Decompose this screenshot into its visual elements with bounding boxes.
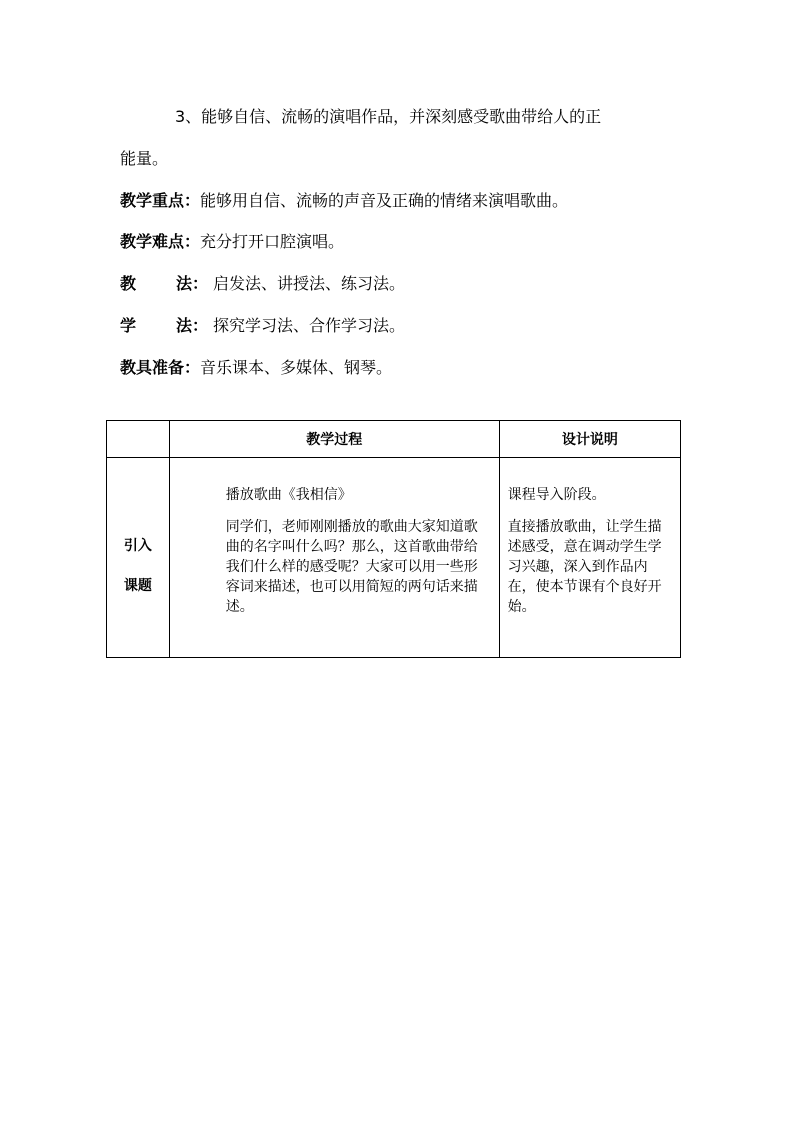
- learning-method-label: [120, 315, 213, 337]
- process-line1: 播放歌曲《我相信》: [225, 487, 352, 503]
- teaching-method-label-b: 法：: [176, 274, 209, 293]
- stage-cell: [107, 458, 170, 658]
- stage-line1: 引入: [123, 538, 152, 554]
- stage-line2: 课题: [123, 578, 152, 594]
- process-line2: 同学们，老师刚刚播放的歌曲大家知道歌曲的名字叫什么吗？那么，这首歌曲带给我们什么样的感受呢？大家可以用一些形容词来描述，也可以用简短的两句话来描述。: [225, 519, 478, 615]
- key-points-paragraph: [120, 190, 568, 212]
- design-line1: 课程导入阶段。: [507, 487, 606, 503]
- header-design-notes: 设计说明: [499, 421, 680, 458]
- key-points-label: 教学重点：: [120, 191, 201, 210]
- materials-label: 教具准备：: [120, 358, 201, 377]
- design-cell: [499, 458, 680, 658]
- difficulties-paragraph: [120, 231, 344, 253]
- materials-text: 音乐课本、多媒体、钢琴。: [200, 358, 393, 377]
- header-teaching-process: 教学过程: [169, 421, 499, 458]
- teaching-method-label-a: 教: [120, 274, 137, 293]
- objective-item-3-line1: 3、能够自信、流畅的演唱作品，并深刻感受歌曲带给人的正: [175, 107, 602, 126]
- lesson-process-table: [106, 420, 681, 658]
- learning-method-label-a: 学: [120, 316, 137, 335]
- teaching-method-label: [120, 273, 213, 295]
- header-stage: [107, 421, 170, 458]
- learning-method-text: 探究学习法、合作学习法。: [213, 316, 406, 335]
- learning-method-paragraph: [120, 315, 405, 337]
- teaching-method-paragraph: [120, 273, 405, 295]
- difficulties-label: 教学难点：: [120, 232, 201, 251]
- objective-item-3-line2: 能量。: [120, 149, 169, 168]
- table-header-row: [107, 421, 681, 458]
- key-points-text: 能够用自信、流畅的声音及正确的情绪来演唱歌曲。: [200, 191, 569, 210]
- table-row: [107, 458, 681, 658]
- teaching-method-text: 启发法、讲授法、练习法。: [213, 274, 406, 293]
- learning-method-label-b: 法：: [176, 316, 209, 335]
- materials-paragraph: [120, 357, 392, 379]
- design-line2: 直接播放歌曲，让学生描述感受，意在调动学生学习兴趣，深入到作品内在，使本节课有个良好开始。: [507, 519, 662, 615]
- difficulties-text: 充分打开口腔演唱。: [200, 232, 345, 251]
- process-cell: [169, 458, 499, 658]
